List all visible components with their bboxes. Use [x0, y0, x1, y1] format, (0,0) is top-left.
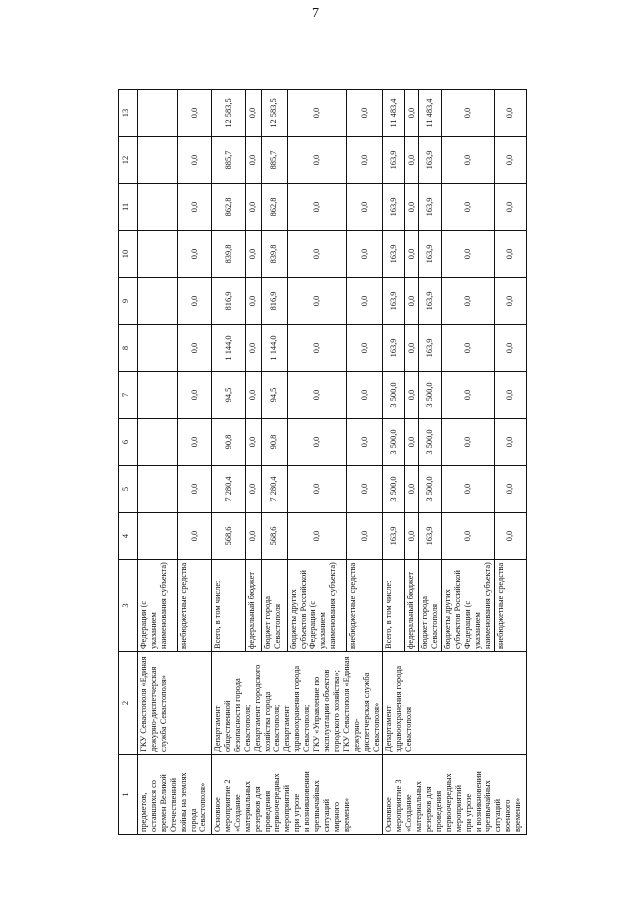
- value-cell: 90,8: [212, 419, 246, 466]
- funding-source-cell: внебюджетные средства: [178, 560, 212, 652]
- value-cell: 7 280,4: [261, 466, 287, 513]
- value-cell: 94,5: [212, 372, 246, 419]
- value-cell: 3 500,0: [383, 419, 405, 466]
- value-cell: 0,0: [245, 90, 261, 137]
- value-cell: 0,0: [405, 278, 419, 325]
- funding-source-cell: Федерации (с указанием наименования субъекта): [138, 560, 178, 652]
- col-header: 12: [119, 137, 138, 184]
- value-cell: 0,0: [178, 184, 212, 231]
- col-header: 9: [119, 278, 138, 325]
- col-header: 1: [119, 755, 138, 835]
- value-cell: 0,0: [494, 325, 526, 372]
- value-cell: 0,0: [405, 372, 419, 419]
- value-cell: 0,0: [287, 419, 346, 466]
- value-cell: 1 144,0: [212, 325, 246, 372]
- value-cell: 0,0: [347, 513, 383, 560]
- value-cell: 0,0: [494, 184, 526, 231]
- value-cell: 0,0: [494, 419, 526, 466]
- value-cell: 163,9: [383, 513, 405, 560]
- value-cell: [138, 90, 178, 137]
- col-header: 6: [119, 419, 138, 466]
- funding-source-cell: бюджеты других субъектов Российской Федерации (с указанием наименования субъекта): [287, 560, 346, 652]
- value-cell: 0,0: [405, 137, 419, 184]
- value-cell: 0,0: [245, 137, 261, 184]
- value-cell: 0,0: [442, 90, 495, 137]
- value-cell: 0,0: [347, 419, 383, 466]
- col-header: 2: [119, 652, 138, 755]
- col-header: 3: [119, 560, 138, 652]
- value-cell: 0,0: [442, 184, 495, 231]
- value-cell: 0,0: [442, 466, 495, 513]
- value-cell: 1 144,0: [261, 325, 287, 372]
- value-cell: 0,0: [442, 419, 495, 466]
- value-cell: 0,0: [347, 325, 383, 372]
- table-row: [212, 90, 246, 835]
- value-cell: 0,0: [245, 419, 261, 466]
- value-cell: [138, 137, 178, 184]
- value-cell: 862,8: [261, 184, 287, 231]
- value-cell: 816,9: [261, 278, 287, 325]
- value-cell: [138, 231, 178, 278]
- value-cell: 3 500,0: [419, 419, 442, 466]
- value-cell: 0,0: [494, 90, 526, 137]
- value-cell: 0,0: [494, 137, 526, 184]
- col-header: 4: [119, 513, 138, 560]
- value-cell: 862,8: [212, 184, 246, 231]
- value-cell: 163,9: [419, 513, 442, 560]
- value-cell: 0,0: [178, 513, 212, 560]
- value-cell: [138, 466, 178, 513]
- value-cell: 163,9: [383, 325, 405, 372]
- value-cell: 0,0: [178, 372, 212, 419]
- value-cell: 12 583,5: [212, 90, 246, 137]
- value-cell: 0,0: [178, 231, 212, 278]
- funding-source-cell: федеральный бюджет: [245, 560, 261, 652]
- funding-source-cell: бюджет города Севастополя: [261, 560, 287, 652]
- value-cell: 11 483,4: [383, 90, 405, 137]
- value-cell: [138, 278, 178, 325]
- value-cell: 163,9: [383, 184, 405, 231]
- value-cell: 163,9: [383, 231, 405, 278]
- value-cell: [138, 513, 178, 560]
- executor-cell: Департамент здравоохранения города Севастополя: [383, 652, 526, 755]
- activity-cell: предметов, оставшихся со времен Великой Отечественной войны на землях города Севастополя»: [138, 755, 212, 835]
- value-cell: 0,0: [405, 513, 419, 560]
- value-cell: [138, 184, 178, 231]
- value-cell: 816,9: [212, 278, 246, 325]
- value-cell: 0,0: [442, 137, 495, 184]
- value-cell: 3 500,0: [419, 466, 442, 513]
- value-cell: 0,0: [287, 372, 346, 419]
- value-cell: 0,0: [245, 372, 261, 419]
- value-cell: 0,0: [245, 513, 261, 560]
- value-cell: 0,0: [347, 278, 383, 325]
- value-cell: 0,0: [347, 372, 383, 419]
- value-cell: 885,7: [261, 137, 287, 184]
- value-cell: 0,0: [178, 466, 212, 513]
- value-cell: 0,0: [442, 231, 495, 278]
- value-cell: 0,0: [287, 325, 346, 372]
- value-cell: 0,0: [245, 278, 261, 325]
- table-row: [383, 90, 405, 835]
- rotated-table-wrapper: [118, 90, 588, 835]
- value-cell: 0,0: [405, 90, 419, 137]
- value-cell: 0,0: [494, 513, 526, 560]
- value-cell: 0,0: [405, 231, 419, 278]
- activity-cell: Основное мероприятие 2 «Создание материальных резервов для проведения первоочередных мероприятий при угрозе и возникновении чрезвычайных ситуаций мирного времени»: [212, 755, 383, 835]
- value-cell: 0,0: [287, 184, 346, 231]
- value-cell: 0,0: [245, 325, 261, 372]
- funding-source-cell: внебюджетные средства: [494, 560, 526, 652]
- header-row: [119, 90, 138, 835]
- value-cell: 0,0: [245, 184, 261, 231]
- value-cell: 0,0: [347, 466, 383, 513]
- value-cell: 0,0: [287, 90, 346, 137]
- value-cell: 163,9: [419, 184, 442, 231]
- table-row: [138, 90, 178, 835]
- value-cell: 0,0: [287, 231, 346, 278]
- budget-table: [118, 89, 527, 835]
- value-cell: 0,0: [287, 466, 346, 513]
- value-cell: 0,0: [347, 90, 383, 137]
- value-cell: 0,0: [442, 513, 495, 560]
- funding-source-cell: бюджеты других субъектов Российской Федерации (с указанием наименования субъекта): [442, 560, 495, 652]
- value-cell: 0,0: [442, 278, 495, 325]
- value-cell: 0,0: [405, 419, 419, 466]
- funding-source-cell: федеральный бюджет: [405, 560, 419, 652]
- value-cell: 0,0: [494, 372, 526, 419]
- value-cell: 0,0: [245, 231, 261, 278]
- col-header: 7: [119, 372, 138, 419]
- value-cell: 0,0: [178, 278, 212, 325]
- value-cell: 0,0: [405, 184, 419, 231]
- value-cell: 163,9: [419, 231, 442, 278]
- col-header: 8: [119, 325, 138, 372]
- col-header: 5: [119, 466, 138, 513]
- value-cell: 0,0: [287, 513, 346, 560]
- value-cell: [138, 325, 178, 372]
- value-cell: 0,0: [442, 372, 495, 419]
- table-body: [138, 90, 527, 835]
- col-header: 13: [119, 90, 138, 137]
- value-cell: 0,0: [494, 278, 526, 325]
- value-cell: 3 500,0: [419, 372, 442, 419]
- funding-source-cell: Всего, в том числе:: [383, 560, 405, 652]
- value-cell: 0,0: [178, 419, 212, 466]
- value-cell: 0,0: [178, 90, 212, 137]
- executor-cell: ГКУ Севастополя «Единая дежурно-диспетчерская служба Севастополя»: [138, 652, 212, 755]
- value-cell: 163,9: [419, 137, 442, 184]
- value-cell: [138, 419, 178, 466]
- value-cell: 839,8: [212, 231, 246, 278]
- value-cell: 7 280,4: [212, 466, 246, 513]
- value-cell: 0,0: [494, 466, 526, 513]
- value-cell: 839,8: [261, 231, 287, 278]
- value-cell: 0,0: [287, 278, 346, 325]
- col-header: 11: [119, 184, 138, 231]
- value-cell: 568,6: [261, 513, 287, 560]
- value-cell: 0,0: [494, 231, 526, 278]
- activity-cell: Основное мероприятие 3 «Создание материальных резервов для проведения первоочередных мероприятий при угрозе и возникновении чрезвычайных ситуаций военного времени»: [383, 755, 526, 835]
- value-cell: 0,0: [287, 137, 346, 184]
- value-cell: 163,9: [383, 137, 405, 184]
- value-cell: 0,0: [178, 325, 212, 372]
- value-cell: 0,0: [178, 137, 212, 184]
- funding-source-cell: внебюджетные средства: [347, 560, 383, 652]
- value-cell: 3 500,0: [383, 372, 405, 419]
- value-cell: 0,0: [442, 325, 495, 372]
- value-cell: 163,9: [419, 325, 442, 372]
- value-cell: 11 483,4: [419, 90, 442, 137]
- value-cell: 12 583,5: [261, 90, 287, 137]
- value-cell: 568,6: [212, 513, 246, 560]
- value-cell: 163,9: [419, 278, 442, 325]
- value-cell: 163,9: [383, 278, 405, 325]
- value-cell: 0,0: [347, 231, 383, 278]
- value-cell: 90,8: [261, 419, 287, 466]
- col-header: 10: [119, 231, 138, 278]
- value-cell: 0,0: [245, 466, 261, 513]
- value-cell: 885,7: [212, 137, 246, 184]
- value-cell: 94,5: [261, 372, 287, 419]
- value-cell: 0,0: [347, 137, 383, 184]
- page-number: 7: [312, 6, 319, 21]
- value-cell: 0,0: [405, 325, 419, 372]
- value-cell: [138, 372, 178, 419]
- value-cell: 3 500,0: [383, 466, 405, 513]
- funding-source-cell: бюджет города Севастополя: [419, 560, 442, 652]
- funding-source-cell: Всего, в том числе:: [212, 560, 246, 652]
- value-cell: 0,0: [347, 184, 383, 231]
- value-cell: 0,0: [405, 466, 419, 513]
- executor-cell: Департамент общественной безопасности города Севастополя; Департамент городского хозяйства города Севастополя; Департамент здравоохранения города Севастополя; ГКУ «Управление по эксплуатации объектов городского хозяйства»; ГКУ Севастополя «Единая дежурно- диспетчерская служба Севастополя»: [212, 652, 383, 755]
